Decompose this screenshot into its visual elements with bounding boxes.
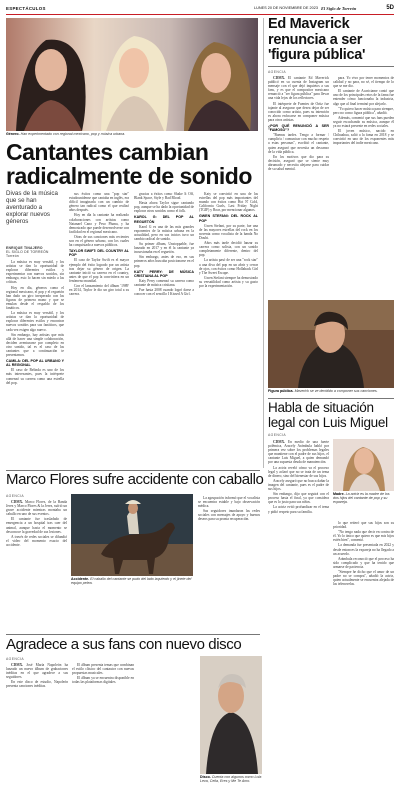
main-deck: Divas de la música que se han aventurado a explorar nuevos géneros (6, 190, 58, 225)
paragraph: Hasta ahora Taylor sigue cantando pop, aunque se ha dado la oportunidad de explorar otros sonidos como el folk. (134, 201, 194, 214)
marco-flores-photo (71, 494, 193, 576)
paragraph: Hoy en día la cantante ha realizado colaboraciones con artistas como Natanael Cano y Peso Pluma, y ha demostrado que puede desenvolverse con facilidad en el regional mexicano. (69, 213, 129, 234)
paragraph: lo que reiteró que sus hijos son su prioridad. (333, 521, 394, 530)
main-photo (6, 18, 258, 131)
paragraph: Fue hasta 2008 cuando logró darse a conocer con el sencillo I Kissed A Girl. (134, 287, 194, 297)
paragraph: Sin embargo, dijo que seguirá con el proceso hasta el final, ya que considera que es lo justo para sus niños. (268, 492, 329, 505)
ed-maverick-headline: Ed Maverick renuncia a ser 'figura pública' (268, 16, 366, 63)
newspaper-name: El Siglo de Torreón (321, 6, 357, 11)
mf-col1 (6, 500, 67, 610)
paragraph: Años más tarde decidió lanzar su carrera como solista, con un sonido completamente diferente, dentro del pop. (199, 241, 258, 258)
paragraph: La actriz evitó profundizar en el tema y pidió respeto para su familia. (268, 505, 329, 514)
section-name: ESPECTÁCULOS (6, 6, 46, 11)
paragraph: En este disco de estudio, Napoleón presenta canciones inéditas. (6, 680, 68, 689)
caption-lead: Disco. (200, 775, 211, 779)
paragraph: El cantante fue trasladado de emergencia a un hospital tras caer del animal, aunque hasta el momento se desconoce la gravedad de sus lesiones. (6, 517, 67, 534)
paragraph: Aracely aseguró que no busca dañar la imagen del cantante, pues es el padre de sus hijos. (268, 478, 329, 492)
fans-agency: AGENCIA (6, 657, 25, 661)
paragraph: La actriz reveló cómo va el proceso legal y aclaró que no se trata de un tema de dinero, sino del bienestar de sus hijos. (268, 465, 329, 478)
dateline: CDMX. (273, 440, 286, 444)
paragraph: El joven músico, nacido en Chihuahua, saltó a la fama en 2018 y se convirtió en uno de los exponentes más importantes del indie mexicano. (333, 129, 394, 146)
subhead: ¿POR QUÉ RENUNCIÓ A SER "FAMOSO"? (268, 124, 329, 133)
paragraph: Arámbula reconoció que el proceso ha sido complicado y que ha tenido que armarse de paciencia. (333, 556, 394, 569)
fans-headline: Agradece a sus fans con nuevo disco (6, 636, 242, 653)
fans-photo (200, 656, 262, 774)
paragraph: "Siempre he dicho que el amor de un padre no se compra", añadió la actriz, quien actualmente se encuentra alejada de las telenovelas. (333, 570, 394, 587)
divider (6, 634, 260, 635)
paragraph: Gwen Stefani, por su parte, fue una de las mayores estrellas del rock en los noventa como vocalista de la banda No Doubt. (199, 223, 258, 240)
paragraph: La artista pasó de ser una "rock star" a una diva del pop en un abrir y cerrar de ojos, con éxitos como Hollaback Girl y The Sweet Escape. (199, 258, 258, 275)
main-headline: Cantantes cambian radicalmente de sonido (6, 139, 252, 189)
paragraph: Katy Perry comenzó su carrera como cantante de música cristiana. (134, 278, 194, 287)
subhead: KAROL G: DEL POP AL REGUETÓN (134, 215, 194, 224)
main-author (6, 246, 64, 258)
column-rule (263, 18, 264, 468)
paragraph: Katy se convirtió en una de las estrellas del pop más importantes del mundo con éxitos como Hot N' Cold, California Gurls, Last Friday Night (TGIF) y Roar, por mencionar algunos. (199, 192, 258, 213)
mf-photo-caption (71, 577, 193, 585)
luis-miguel-photo (333, 439, 394, 491)
subhead: TAYLOR SWIFT: DEL COUNTRY AL POP (69, 249, 129, 258)
singers-photo-illustration (6, 18, 258, 131)
luis-miguel-headline: Habla de situación legal con Luis Miguel (268, 400, 388, 430)
ed-maverick-illustration (268, 300, 394, 388)
paragraph: Con el lanzamiento del álbum '1989' en 2014, Taylor le dio un giro total a su carrera. (69, 283, 129, 297)
paragraph (268, 76, 329, 101)
dateline: CDMX. (273, 76, 286, 80)
paragraph (6, 663, 68, 679)
paragraph: El cantante de Acariciame contó que uno de los principales retos de la fama fue entender cómo funcionaba la industria, algo que al final terminó por alejarlo. (333, 89, 394, 106)
paragraph-text: Marco Flores, de la Banda Jerez y Marco Flores & la Jerez, sufrió un grave accidente mientras montaba un caballo en uno de sus eventos. (6, 500, 67, 517)
ed-col2 (333, 76, 394, 298)
paragraph: "Buenas tardes. Tengo a formar / cumplir/a / comunicar con mucho respeto a estas personas", escribió el cantante, quien aseguró que necesita un descanso de la vida pública. (268, 133, 329, 154)
caption-text: Han experimentado con regional mexicano, pop y música urbana. (20, 132, 126, 136)
paragraph: La agrupación informó que el vocalista se encuentra estable y bajo observación médica. (198, 496, 260, 509)
main-story-col2 (69, 192, 129, 466)
divider (268, 66, 394, 67)
ed-agency: AGENCIA (268, 70, 287, 74)
paragraph-text: José María Napoleón ha lanzado un nuevo álbum de grabaciones inéditas en el que agradece a sus seguidores. (6, 663, 68, 680)
caption-lead: Género. (6, 132, 20, 136)
author-name: ENRIQUE TINAJERO (6, 246, 43, 250)
paragraph-text: En medio de una fuerte polémica, Aracely Arámbula habló por primera vez sobre los problemas legales que mantiene con el padre de sus hijos, el cantante Luis Miguel, a quien demandó por una supuesta deuda de manutención. (268, 440, 329, 465)
ed-photo-caption (268, 389, 394, 393)
divider (268, 398, 394, 399)
fans-col2 (72, 663, 134, 791)
caption-text: La actriz es la madre de los dos hijos del cantante de pop y su expareja. (333, 492, 390, 505)
mf-col2 (198, 496, 260, 610)
paragraph: Sin embargo, antes de eso, en sus primeros años buscaba posicionarse en el pop. (134, 255, 194, 268)
subhead: CAMILA: DEL POP AL URBANO Y AL REGIONAL (6, 359, 64, 368)
paragraph: El caso de Taylor Swift es el mayor ejemplo del éxito logrado por un artista tras dejar su género de origen. La cantante inició su carrera en el country, antes de que el pop la convirtiera en un fenómeno mundial. (69, 258, 129, 283)
paragraph: gracias a éxitos como Shake It Off, Blank Space, Style y Bad Blood. (134, 192, 194, 201)
author-org: EL SIGLO DE TORREÓN (6, 250, 49, 254)
paragraph: Hoy en día, géneros como el regional mexicano, el pop y el reguetón han dado un giro inesperado con las figuras de primera mano y que se emulan desde el respaldo de los fanáticos. (6, 285, 64, 311)
lm-agency: AGENCIA (268, 433, 287, 437)
caption-text: El caballo del cantante se pudo del lado izquierdo y el jinete del equipo pelea. (71, 577, 192, 586)
paragraph: Su primer álbum, Unstoppable, fue lanzado en 2017 y en él la cantante ya incursionaba en el reguetón. (134, 242, 194, 255)
dateline: CDMX. (11, 663, 24, 667)
paragraph (6, 500, 67, 516)
paragraph: Otras de sus canciones más recientes son en el género urbano, con los cuales ha conquistado a nuevos públicos. (69, 234, 129, 248)
aracely-illustration (333, 439, 394, 491)
main-story-col3 (134, 192, 194, 466)
horse-rider-illustration (71, 494, 193, 576)
mf-agency: AGENCIA (6, 494, 25, 498)
paragraph: En los motivos que dio para su decisión, aseguró que se siente muy abrumado y necesita alejarse para cuidar de su salud mental. (268, 154, 329, 171)
fans-col1 (6, 663, 68, 791)
paragraph: Gwen Stefani siempre ha demostrado su versatilidad como artista y su gusto por la experimentación. (199, 275, 258, 288)
paragraph: La música es muy versátil, y los artistas se dan la oportunidad de explorar diferentes estilos y experimentar con nuevos sonidos, sin embargo, esto lo hacen sin miedo a las críticas. (6, 260, 64, 285)
subhead: GWEN STEFANI: DEL ROCK AL POP (199, 214, 258, 223)
lm-col1 (268, 440, 329, 766)
paragraph: sus éxitos como una "pop star" estadounidense que cantaba en inglés, era difícil imaginarla con un cambio de género tan radical como el que realizó años después. (69, 192, 129, 213)
paragraph (268, 440, 329, 465)
paragraph: El caso de Belinda es uno de los más interesantes, pues la intérprete comenzó su carrera como una estrella del pop. (6, 368, 64, 385)
caption-lead: Accidente. (71, 577, 90, 581)
ed-col1 (268, 76, 329, 298)
main-story-col4 (199, 192, 258, 466)
paragraph: Además, comentó que sus fans pueden seguir escuchando su música, aunque él ya no estará presente en redes sociales. (333, 115, 394, 129)
marco-flores-headline: Marco Flores sufre accidente con caballo (6, 471, 264, 488)
napoleon-illustration (200, 656, 262, 774)
subhead: KATY PERRY: DE MÚSICA CRISTIANA AL POP (134, 269, 194, 278)
paragraph: Sus seguidores inundaron las redes sociales con mensajes de apoyo y buenos deseos para su pronta recuperación. (198, 509, 260, 522)
main-photo-caption (6, 132, 258, 136)
page-number: 5D (386, 5, 394, 11)
fans-photo-caption (200, 775, 262, 783)
page-header (6, 6, 394, 15)
caption-text: Maverick se ve decidido a componer sus canciones. (294, 389, 378, 393)
paragraph: A través de redes sociales se difundió el video del momento exacto del accidente. (6, 534, 67, 547)
issue-date: LUNES 20 DE NOVIEMBRE DE 2023 (254, 6, 318, 11)
main-story-col1 (6, 260, 64, 465)
paragraph: Sin embargo, hay artistas que más allá de hacer una simple colaboración, deciden aventurarse por completo en otro sonido, tal es el caso de las cantantes que a continuación te presentamos. (6, 332, 64, 358)
paragraph: "No tengo nada que decir en contra de él. Yo lo único que quiero es que mis hijos estén bien", comentó. (333, 530, 394, 543)
paragraph: La demanda fue presentada en 2022 y desde entonces la expareja no ha llegado a un acuerdo. (333, 543, 394, 556)
paragraph: El intérprete de Fuentes de Ortiz fue tajante al asegurar que desea dejar de ser conocido como artista, pues su intención es ahora enfocarse en componer música para otros artistas. (268, 101, 329, 122)
lm-photo-caption (333, 492, 394, 505)
caption-lead: Figura pública. (268, 389, 294, 393)
caption-lead: Madre. (333, 492, 345, 496)
paragraph: La música es muy versátil, y los artistas se dan la oportunidad de explorar diferentes estilos y encontrar nuevos sonidos para sus fanáticos, que cada vez exigen algo nuevo. (6, 311, 64, 332)
author-city: Torreón (6, 254, 19, 258)
dateline: CDMX. (11, 500, 24, 504)
paragraph: El álbum presenta temas que combinan el estilo clásico del cantautor con nuevas propuestas musicales. (72, 663, 134, 676)
lm-col2 (333, 521, 394, 766)
paragraph: para. Yo vivo por tener momentos de calidad y no para, no sé, el tiempo de lo que se me dio. (333, 76, 394, 89)
ed-maverick-photo (268, 300, 394, 388)
paragraph: El álbum ya se encuentra disponible en todas las plataformas digitales. (72, 676, 134, 685)
paragraph: "Yo quiero hacer música para siempre, pero no como figura pública", añadió. (333, 106, 394, 115)
paragraph: Karol G es una de las más grandes exponentes de la música urbana en la actualidad, pero en sus inicios tuvo un cambio radical de sonido. (134, 224, 194, 241)
paragraph-text: El cantante Ed Maverick publicó en su cuenta de Instagram un mensaje con el que dejó inquietos a sus fans, y es que el compositor mexicano renunció a "ser figura pública" para llevar una vida lejos de los reflectores. (268, 76, 329, 101)
caption-text: Cuenta con algunos como Lola Leva, Celia, Eres y Me Te Amo. (200, 775, 262, 784)
